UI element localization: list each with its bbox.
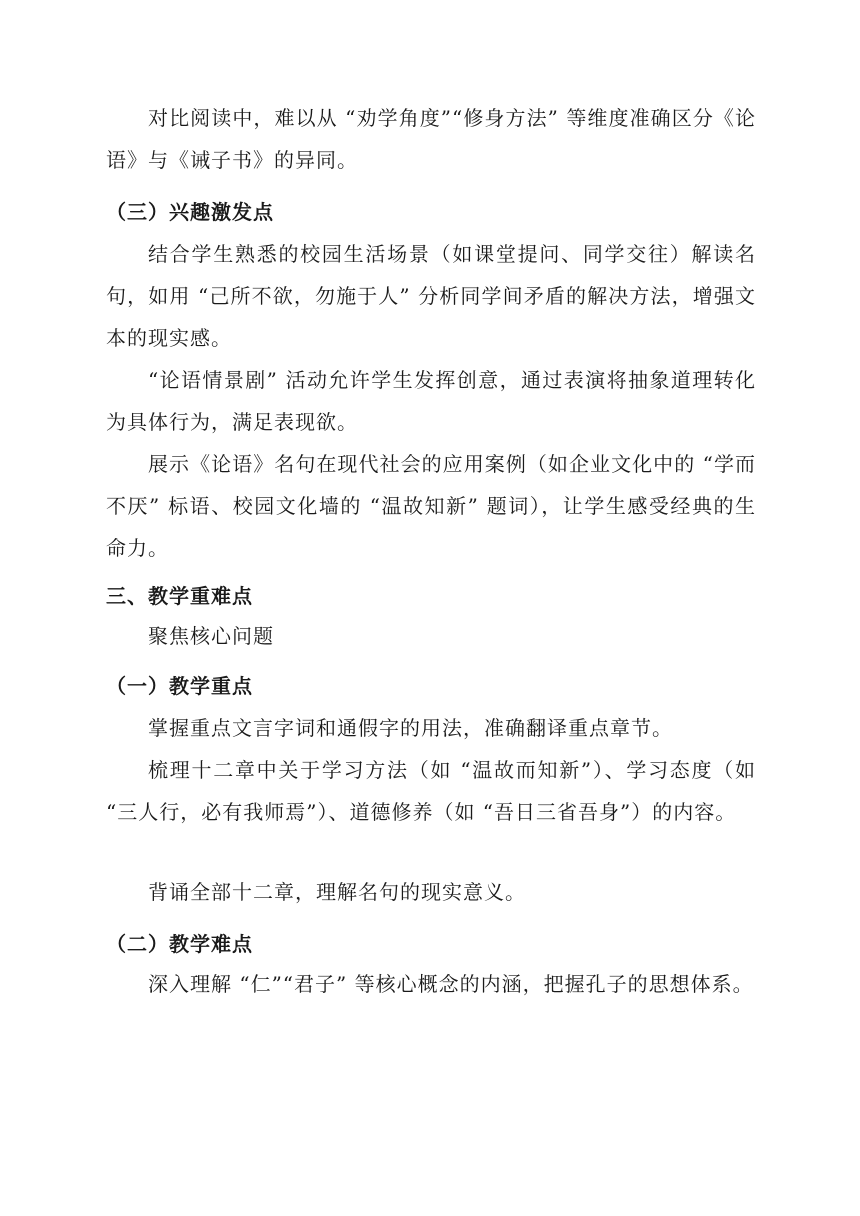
paragraph-interest-campus-life: 结合学生熟悉的校园生活场景（如课堂提问、同学交往）解读名句，如用 “己所不欲，勿施于人” 分析同学间矛盾的解决方法，增强文本的现实感。 xyxy=(106,242,756,350)
paragraph-interest-drama: “论语情景剧” 活动允许学生发挥创意，通过表演将抽象道理转化为具体行为，满足表现欲。 xyxy=(106,368,756,434)
paragraph-key-twelve-chapters: 梳理十二章中关于学习方法（如 “温故而知新”）、学习态度（如 “三人行，必有我师焉”）、道德修养（如 “吾日三省吾身”）的内容。 xyxy=(106,758,756,824)
paragraph-key-recite: 背诵全部十二章，理解名句的现实意义。 xyxy=(148,880,526,904)
heading-interest-points: （三）兴趣激发点 xyxy=(106,200,274,224)
paragraph-focus-core-problem: 聚焦核心问题 xyxy=(148,624,274,648)
paragraph-key-classical-words: 掌握重点文言字词和通假字的用法，准确翻译重点章节。 xyxy=(148,716,673,740)
paragraph-compare-reading: 对比阅读中，难以从 “劝学角度”“修身方法” 等维度准确区分《论语》与《诫子书》的异同。 xyxy=(106,106,756,172)
heading-teaching-difficulties: （二）教学难点 xyxy=(106,932,253,956)
paragraph-interest-modern-cases: 展示《论语》名句在现代社会的应用案例（如企业文化中的 “学而不厌” 标语、校园文化墙的 “温故知新” 题词），让学生感受经典的生命力。 xyxy=(106,452,756,560)
heading-teaching-key-points: （一）教学重点 xyxy=(106,674,253,698)
heading-section-key-difficulties: 三、教学重难点 xyxy=(106,584,253,608)
paragraph-difficult-core-concepts: 深入理解 “仁”“君子” 等核心概念的内涵，把握孔子的思想体系。 xyxy=(148,972,754,996)
